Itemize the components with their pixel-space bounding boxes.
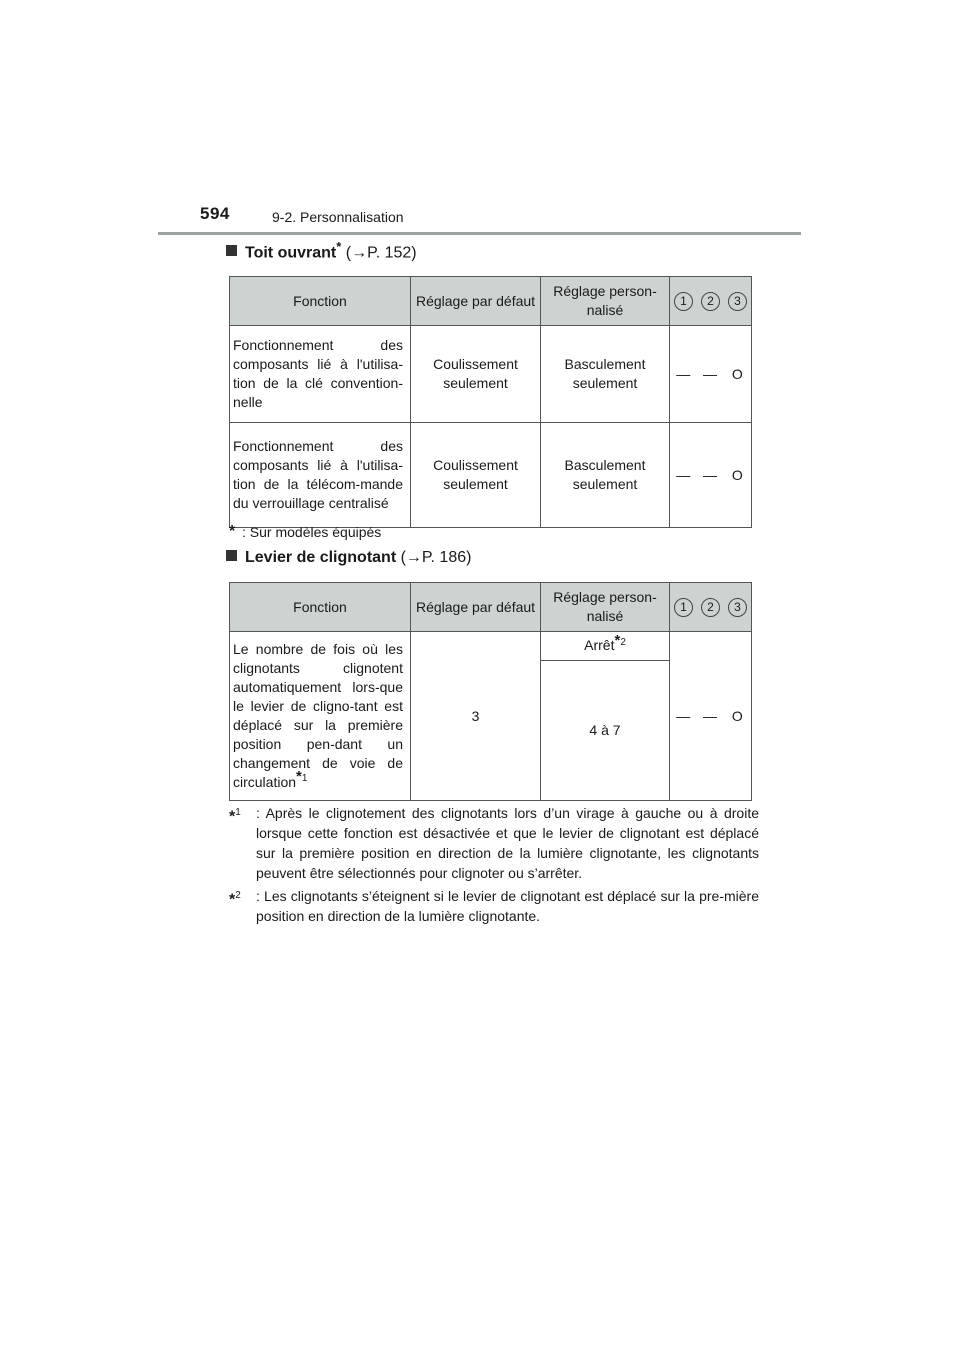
footnote-number: 1 xyxy=(301,773,308,785)
footnote-number: 2 xyxy=(620,636,626,648)
footnote-1 xyxy=(229,803,759,883)
method-1-cell: — xyxy=(670,632,697,801)
section-title-text: Toit ouvrant xyxy=(245,244,337,262)
header-methods xyxy=(670,583,752,632)
footnote-asterisk: * xyxy=(229,891,236,909)
method-2-cell: — xyxy=(697,632,724,801)
custom-cell-range: 4 à 7 xyxy=(541,660,670,800)
settings-table-sunroof xyxy=(229,276,752,528)
footnote-asterisk: * xyxy=(296,768,302,786)
method-2-icon: 2 xyxy=(701,292,720,311)
section-title-sunroof xyxy=(226,239,417,262)
footnote-asterisk: * xyxy=(229,808,236,826)
method-1-icon: 1 xyxy=(674,598,693,617)
method-3-icon: 3 xyxy=(728,598,747,617)
function-text: Le nombre de fois où les clignotants clignotent automatiquement lors-que le levier de cligno-tant est déplacé sur la première position pen-dant un changement de voie de circulation xyxy=(233,641,403,790)
asterisk-mark: * xyxy=(336,239,342,254)
footnote-equipped-models xyxy=(229,522,759,542)
square-bullet-icon xyxy=(226,550,237,561)
method-3-cell: O xyxy=(724,326,752,423)
header-divider xyxy=(158,232,801,235)
header-default: Réglage par défaut xyxy=(411,277,541,326)
table-row xyxy=(230,632,752,661)
section-title-text: Levier de clignotant xyxy=(245,549,397,566)
method-3-icon: 3 xyxy=(728,292,747,311)
footnote-mark xyxy=(229,803,241,827)
custom-cell: Basculement seulement xyxy=(541,326,670,423)
footnote-text: : Sur modèles équipés xyxy=(242,524,382,540)
custom-cell-off xyxy=(541,632,670,661)
settings-table-turn-signal xyxy=(229,582,752,801)
header-default: Réglage par défaut xyxy=(411,583,541,632)
footnote-text: : Après le clignotement des clignotants lors d’un virage à gauche ou à droite lorsque cette fonction est désactivée et que le levier de clignotant est déplacé sur la première position en direction de la lumière clignotante, les clignotants peuvent être sélectionnés pour clignoter ou s’arrêter. xyxy=(256,805,759,881)
section-title-turn-signal xyxy=(226,549,471,567)
default-cell: 3 xyxy=(411,632,541,801)
page-reference: (→P. 186) xyxy=(400,549,472,566)
table-row xyxy=(230,423,752,528)
footnote-mark xyxy=(229,886,241,910)
table-header-row xyxy=(230,277,752,326)
footnote-asterisk: * xyxy=(229,523,236,540)
chapter-title: 9-2. Personnalisation xyxy=(272,209,404,225)
method-2-icon: 2 xyxy=(701,598,720,617)
footnote-number: 2 xyxy=(235,890,241,901)
footnote-text: : Les clignotants s’éteignent si le levier de clignotant est déplacé sur la pre-mière position en direction de la lumière clignotante. xyxy=(256,888,759,924)
method-1-cell: — xyxy=(670,326,697,423)
function-cell: Fonctionnement des composants lié à l'utilisa-tion de la télécom-mande du verrouillage centralisé xyxy=(230,423,411,528)
custom-value: Arrêt xyxy=(584,637,615,654)
method-3-cell: O xyxy=(724,423,752,528)
header-custom: Réglage person-nalisé xyxy=(541,277,670,326)
header-function: Fonction xyxy=(230,583,411,632)
function-cell xyxy=(230,632,411,801)
table-header-row xyxy=(230,583,752,632)
page-number: 594 xyxy=(200,204,230,223)
header-custom: Réglage person-nalisé xyxy=(541,583,670,632)
function-cell: Fonctionnement des composants lié à l'utilisa-tion de la clé convention-nelle xyxy=(230,326,411,423)
footnote-2 xyxy=(229,886,759,926)
page-reference: (→P. 152) xyxy=(345,244,417,262)
method-3-cell: O xyxy=(724,632,752,801)
method-2-cell: — xyxy=(697,326,724,423)
default-cell: Coulissement seulement xyxy=(411,423,541,528)
table-row xyxy=(230,326,752,423)
square-bullet-icon xyxy=(226,245,237,256)
header-function: Fonction xyxy=(230,277,411,326)
footnote-number: 1 xyxy=(235,807,241,818)
header-methods xyxy=(670,277,752,326)
default-cell: Coulissement seulement xyxy=(411,326,541,423)
method-1-icon: 1 xyxy=(674,292,693,311)
custom-cell: Basculement seulement xyxy=(541,423,670,528)
method-1-cell: — xyxy=(670,423,697,528)
method-2-cell: — xyxy=(697,423,724,528)
footnote-asterisk: * xyxy=(614,631,621,649)
